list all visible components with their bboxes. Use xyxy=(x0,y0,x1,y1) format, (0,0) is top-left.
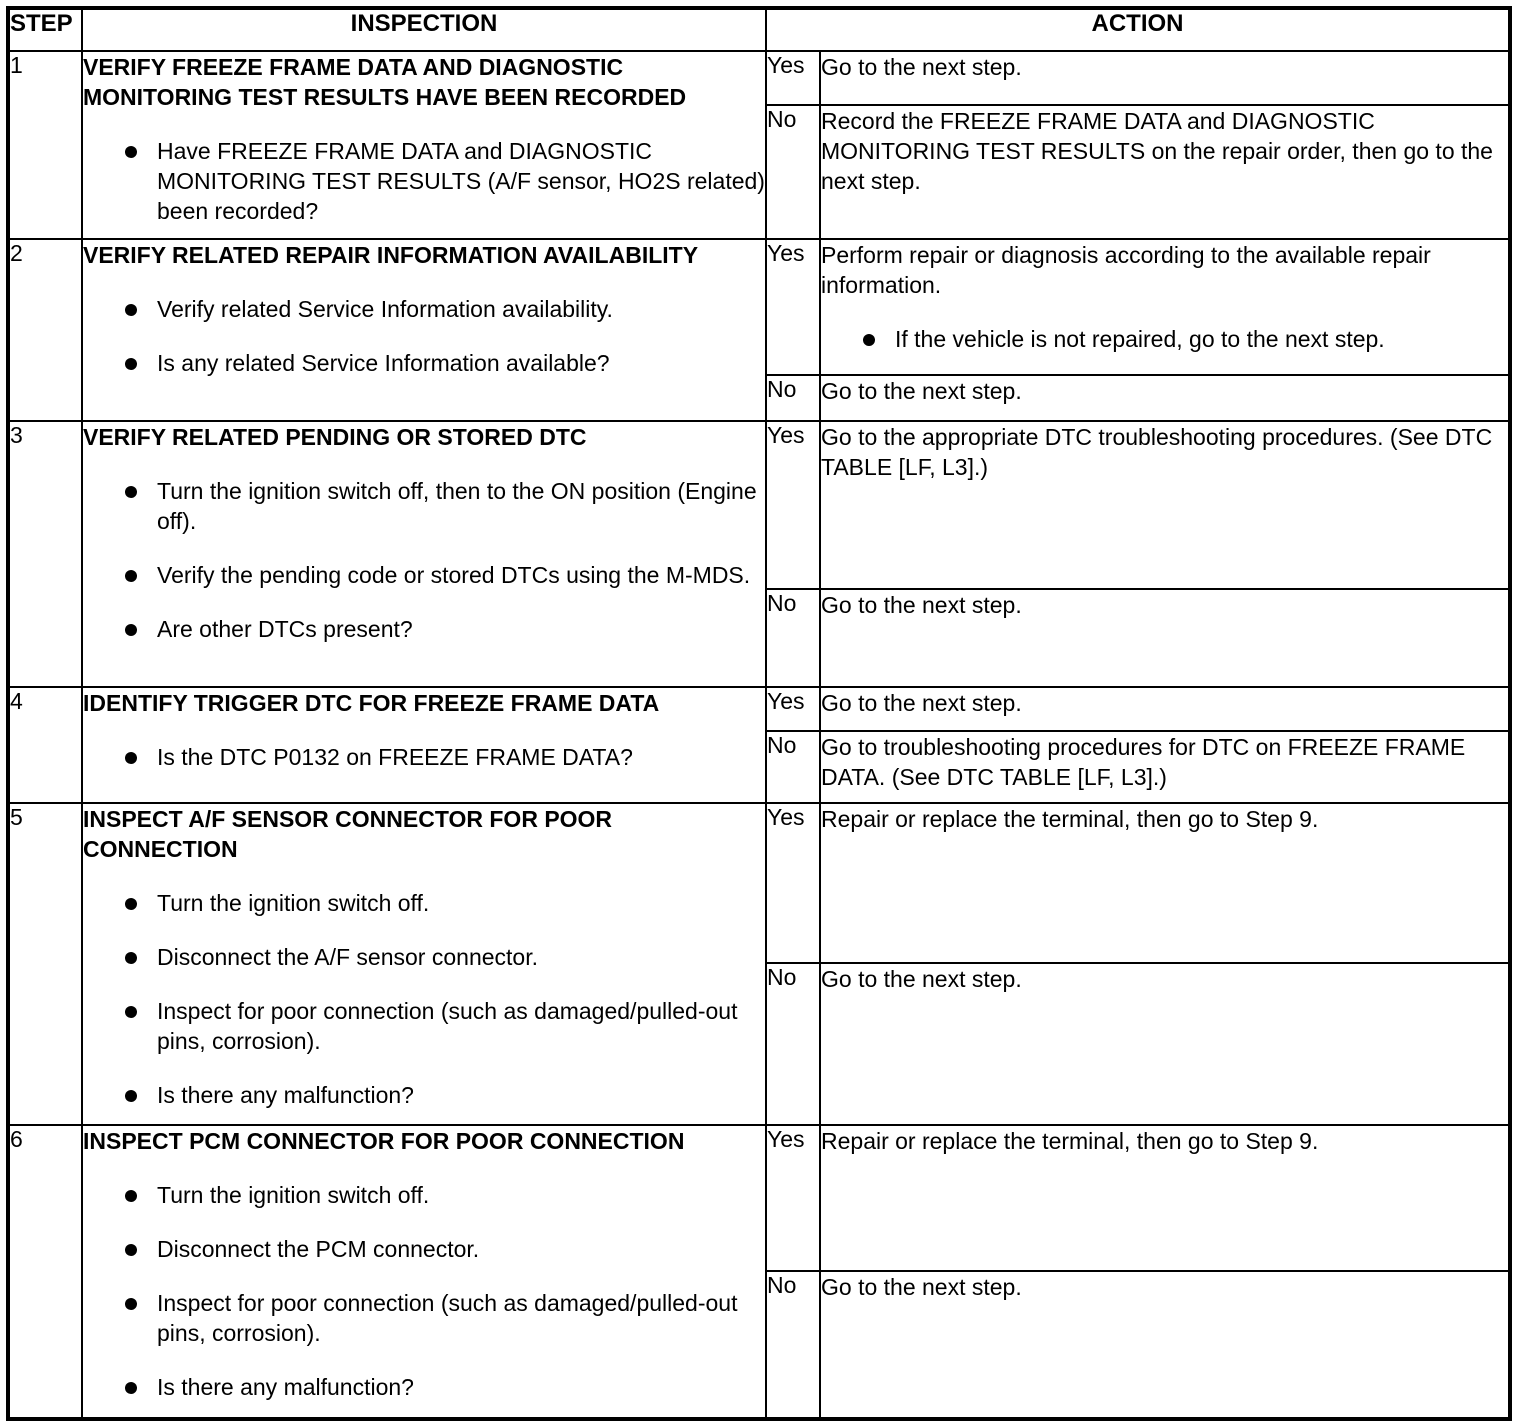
bullet-icon xyxy=(863,334,875,346)
yes-action: Go to the next step. xyxy=(820,51,1510,105)
inspection-bullet: Disconnect the PCM connector. xyxy=(83,1234,765,1264)
inspection-bullet: Turn the ignition switch off. xyxy=(83,1180,765,1210)
inspection-cell xyxy=(82,421,766,687)
bullet-icon xyxy=(125,1382,137,1394)
yes-label: Yes xyxy=(766,687,820,731)
yes-label: Yes xyxy=(766,239,820,375)
inspection-cell xyxy=(82,803,766,1125)
bullet-icon xyxy=(125,898,137,910)
step-row-yes xyxy=(8,687,1510,731)
inspection-bullet: Turn the ignition switch off. xyxy=(83,888,765,918)
no-label: No xyxy=(766,731,820,803)
no-label: No xyxy=(766,105,820,239)
inspection-bullet: Is the DTC P0132 on FREEZE FRAME DATA? xyxy=(83,742,765,772)
inspection-cell xyxy=(82,51,766,239)
step-number: 5 xyxy=(8,803,82,1125)
no-label: No xyxy=(766,375,820,421)
inspection-bullet: Turn the ignition switch off, then to the ON position (Engine off). xyxy=(83,476,765,536)
inspection-bullet: Disconnect the A/F sensor connector. xyxy=(83,942,765,972)
inspection-bullet: Is there any malfunction? xyxy=(83,1372,765,1402)
no-label: No xyxy=(766,963,820,1125)
inspection-title: INSPECT A/F SENSOR CONNECTOR FOR POOR CONNECTION xyxy=(83,806,613,862)
step-row-yes xyxy=(8,803,1510,963)
inspection-bullet: Verify the pending code or stored DTCs using the M-MDS. xyxy=(83,560,765,590)
bullet-icon xyxy=(125,1190,137,1202)
no-action: Go to troubleshooting procedures for DTC on FREEZE FRAME DATA. (See DTC TABLE [LF, L3].) xyxy=(820,731,1510,803)
step-number: 6 xyxy=(8,1125,82,1419)
yes-action: Perform repair or diagnosis according to the available repair information. xyxy=(821,242,1431,298)
no-action: Record the FREEZE FRAME DATA and DIAGNOSTIC MONITORING TEST RESULTS on the repair order, then go to the next step. xyxy=(820,105,1510,239)
action-bullet: If the vehicle is not repaired, go to the next step. xyxy=(821,324,1508,354)
header-action: ACTION xyxy=(766,8,1510,51)
bullet-icon xyxy=(125,952,137,964)
yes-action: Repair or replace the terminal, then go to Step 9. xyxy=(820,803,1510,963)
inspection-cell xyxy=(82,239,766,421)
yes-label: Yes xyxy=(766,1125,820,1271)
inspection-cell xyxy=(82,1125,766,1419)
bullet-icon xyxy=(125,358,137,370)
inspection-title: INSPECT PCM CONNECTOR FOR POOR CONNECTION xyxy=(83,1128,685,1154)
bullet-icon xyxy=(125,570,137,582)
bullet-icon xyxy=(125,1298,137,1310)
inspection-bullet: Verify related Service Information availability. xyxy=(83,294,765,324)
yes-action: Go to the next step. xyxy=(820,687,1510,731)
no-label: No xyxy=(766,589,820,687)
yes-label: Yes xyxy=(766,51,820,105)
bullet-icon xyxy=(125,1244,137,1256)
bullet-icon xyxy=(125,304,137,316)
bullet-icon xyxy=(125,1006,137,1018)
step-row-yes xyxy=(8,1125,1510,1271)
inspection-title: VERIFY FREEZE FRAME DATA AND DIAGNOSTIC MONITORING TEST RESULTS HAVE BEEN RECORDED xyxy=(83,54,687,110)
inspection-bullet: Is there any malfunction? xyxy=(83,1080,765,1110)
yes-action-cell xyxy=(820,239,1510,375)
header-inspection: INSPECTION xyxy=(82,8,766,51)
step-row-yes xyxy=(8,239,1510,375)
yes-action: Repair or replace the terminal, then go to Step 9. xyxy=(820,1125,1510,1271)
inspection-bullet: Have FREEZE FRAME DATA and DIAGNOSTIC MONITORING TEST RESULTS (A/F sensor, HO2S related) been recorded? xyxy=(83,136,765,226)
inspection-bullet: Are other DTCs present? xyxy=(83,614,765,644)
step-number: 1 xyxy=(8,51,82,239)
inspection-bullet: Inspect for poor connection (such as damaged/pulled-out pins, corrosion). xyxy=(83,1288,765,1348)
diagnostic-table xyxy=(6,6,1512,1421)
no-action: Go to the next step. xyxy=(820,963,1510,1125)
inspection-cell xyxy=(82,687,766,803)
no-action: Go to the next step. xyxy=(820,589,1510,687)
header-step: STEP xyxy=(8,8,82,51)
step-number: 4 xyxy=(8,687,82,803)
inspection-bullet: Is any related Service Information available? xyxy=(83,348,765,378)
bullet-icon xyxy=(125,146,137,158)
step-number: 2 xyxy=(8,239,82,421)
step-row-yes xyxy=(8,421,1510,589)
bullet-icon xyxy=(125,1090,137,1102)
inspection-title: IDENTIFY TRIGGER DTC FOR FREEZE FRAME DATA xyxy=(83,690,660,716)
bullet-icon xyxy=(125,752,137,764)
step-row-yes xyxy=(8,51,1510,105)
bullet-icon xyxy=(125,486,137,498)
no-action: Go to the next step. xyxy=(820,375,1510,421)
step-number: 3 xyxy=(8,421,82,687)
inspection-title: VERIFY RELATED PENDING OR STORED DTC xyxy=(83,424,587,450)
inspection-bullet: Inspect for poor connection (such as damaged/pulled-out pins, corrosion). xyxy=(83,996,765,1056)
yes-label: Yes xyxy=(766,421,820,589)
header-row xyxy=(8,8,1510,51)
bullet-icon xyxy=(125,624,137,636)
yes-label: Yes xyxy=(766,803,820,963)
no-action: Go to the next step. xyxy=(820,1271,1510,1419)
no-label: No xyxy=(766,1271,820,1419)
inspection-title: VERIFY RELATED REPAIR INFORMATION AVAILABILITY xyxy=(83,242,699,268)
yes-action: Go to the appropriate DTC troubleshooting procedures. (See DTC TABLE [LF, L3].) xyxy=(820,421,1510,589)
